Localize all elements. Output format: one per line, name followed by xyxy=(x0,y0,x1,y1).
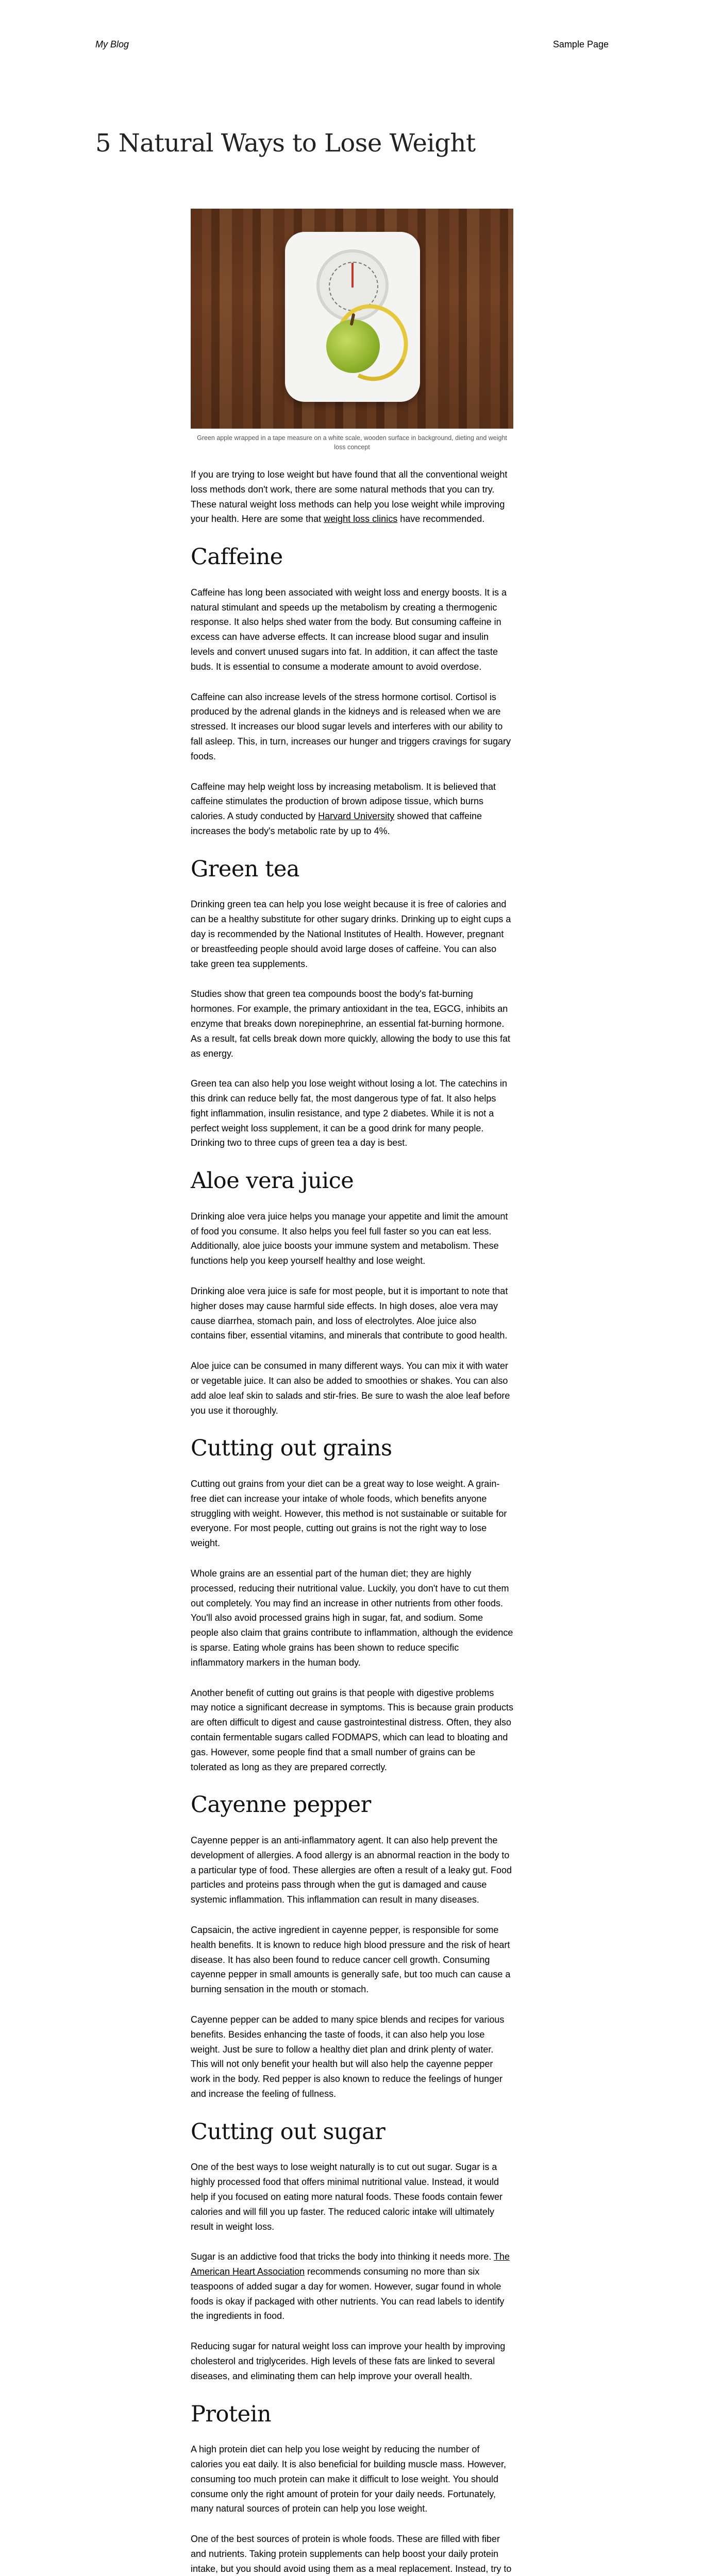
heading-cayenne-pepper: Cayenne pepper xyxy=(191,1792,371,1818)
paragraph: Caffeine may help weight loss by increasing metabolism. It is believed that caffeine stimulates the production of brown adipose tissue, which burns calories. A study conducted by Harvard University showed that caffeine increases the body's metabolic rate by up to 4%. xyxy=(191,781,496,836)
apple-graphic xyxy=(326,319,380,373)
paragraph: Drinking aloe vera juice helps you manage your appetite and limit the amount of food you consume. It also helps you feel full faster so you can eat less. Additionally, aloe juice boosts your immune system and metabolism. These functions help you keep yourself healthy and lose weight. xyxy=(191,1211,508,1266)
nav-item-sample-page[interactable]: Sample Page xyxy=(552,39,609,49)
heading-aloe-vera: Aloe vera juice xyxy=(191,1168,354,1194)
post-content xyxy=(191,209,513,2576)
paragraph: Cutting out grains from your diet can be a great way to lose weight. A grain-free diet can increase your intake of whole foods, which benefits anyone struggling with weight. However, this method is not sustainable or suitable for everyone. For most people, cutting out grains is not the right way to lose weight. xyxy=(191,1479,507,1549)
paragraph: Green tea can also help you lose weight without losing a lot. The catechins in this drink can reduce belly fat, the most dangerous type of fat. It also helps fight inflammation, insulin resistance, and type 2 diabetes. While it is not a perfect weight loss supplement, it can be a good drink for many people. Drinking two to three cups of green tea a day is best. xyxy=(191,1078,508,1148)
paragraph: Cayenne pepper is an anti-inflammatory agent. It can also help prevent the development of allergies. A food allergy is an abnormal reaction in the body to a particular type of food. These allergies are often a result of a leaky gut. Food particles and proteins pass through when the gut is damaged and cause systemic inflammation. This inflammation can result in many diseases. xyxy=(191,1835,512,1905)
paragraph: Drinking aloe vera juice is safe for most people, but it is important to note that higher doses may cause harmful side effects. In high doses, aloe vera may cause diarrhea, stomach pain, and loss of electrolytes. Aloe juice also contains fiber, essential vitamins, and minerals that contribute to good health. xyxy=(191,1286,508,1341)
paragraph: Whole grains are an essential part of the human diet; they are highly processed, reducing their nutritional value. Luckily, you don't have to cut them out completely. You may find an increase in other nutrients from other foods. You'll also avoid processed grains high in sugar, fat, and sodium. Some people also claim that grains contribute to inflammation, although the evidence is sparse. Eating whole grains has been shown to reduce specific inflammatory markers in the human body. xyxy=(191,1568,513,1668)
paragraph: Another benefit of cutting out grains is that people with digestive problems may notice a significant decrease in symptoms. This is because grain products are often difficult to digest and cause gastrointestinal distress. Often, they also contain fermentable sugars called FODMAPS, which can lead to bloating and gas. However, some people find that a small number of grains can be tolerated as long as they are prepared correctly. xyxy=(191,1687,513,1772)
harvard-link[interactable]: Harvard University xyxy=(318,811,395,822)
paragraph: Sugar is an addictive food that tricks the body into thinking it needs more. The American Heart Association recommends consuming no more than six teaspoons of added sugar a day for women. However, sugar found in whole foods is okay if packaged with other nutrients. You can read labels to identify the ingredients in food. xyxy=(191,2251,510,2321)
intro-paragraph: If you are trying to lose weight but have found that all the conventional weight loss methods don't work, there are some natural methods that you can try. These natural weight loss methods can help you lose weight while improving your health. Here are some that weight loss clinics have recommended. xyxy=(191,469,508,524)
weight-loss-clinics-link[interactable]: weight loss clinics xyxy=(324,514,398,524)
american-heart-association-link[interactable]: The American Heart Association xyxy=(191,2251,510,2277)
article-body xyxy=(191,467,513,2576)
paragraph: Caffeine has long been associated with weight loss and energy boosts. It is a natural stimulant and speeds up the metabolism by creating a thermogenic response. It also helps shed water from the body. But consuming caffeine in excess can have adverse effects. It can increase blood sugar and insulin levels and convert unused sugars into fat. In addition, it can affect the taste buds. It is essential to consume a moderate amount to avoid overdose. xyxy=(191,587,507,672)
heading-caffeine: Caffeine xyxy=(191,544,283,570)
site-header xyxy=(0,0,704,82)
paragraph: Studies show that green tea compounds boost the body's fat-burning hormones. For example, the primary antioxidant in the tea, EGCG, inhibits an enzyme that breaks down norepinephrine, an essential fat-burning hormone. As a result, fat cells break down more quickly, allowing the body to use this fat as energy. xyxy=(191,989,510,1059)
heading-cutting-out-sugar: Cutting out sugar xyxy=(191,2119,385,2145)
paragraph: Reducing sugar for natural weight loss can improve your health by improving cholesterol and triglycerides. High levels of these fats are linked to several diseases, and eliminating them can help improve your overall health. xyxy=(191,2341,506,2381)
paragraph: Capsaicin, the active ingredient in cayenne pepper, is responsible for some health benefits. It is known to reduce high blood pressure and the risk of heart disease. It has also been found to reduce cancer cell growth. Consuming cayenne pepper in small amounts is generally safe, but too much can cause a burning sensation in the mouth or stomach. xyxy=(191,1924,511,1995)
paragraph: A high protein diet can help you lose weight by reducing the number of calories you eat daily. It is also beneficial for building muscle mass. However, consuming too much protein can make it difficult to lose weight. You should consume only the right amount of protein for your daily needs. Fortunately, many natural sources of protein can help you lose weight. xyxy=(191,2444,506,2514)
paragraph: Aloe juice can be consumed in many different ways. You can mix it with water or vegetable juice. It can also be added to smoothies or shakes. You can also add aloe leaf skin to salads and stir-fries. Be sure to wash the aloe leaf before you use it thoroughly. xyxy=(191,1361,510,1416)
paragraph: Drinking green tea can help you lose weight because it is free of calories and can be a healthy substitute for other sugary drinks. Drinking up to eight cups a day is recommended by the National Institutes of Health. However, pregnant or breastfeeding people should avoid large doses of caffeine. You can also take green tea supplements. xyxy=(191,899,511,969)
heading-green-tea: Green tea xyxy=(191,856,300,882)
paragraph: One of the best ways to lose weight naturally is to cut out sugar. Sugar is a highly processed food that offers minimal nutritional value. Instead, it would help if you focused on eating more natural foods. These foods contain fewer calories and will fill you up faster. The reduced caloric intake will ultimately result in weight loss. xyxy=(191,2162,503,2232)
hero-photo xyxy=(191,209,513,429)
heading-protein: Protein xyxy=(191,2401,272,2427)
post-title: 5 Natural Ways to Lose Weight xyxy=(95,129,476,158)
image-caption: Green apple wrapped in a tape measure on a white scale, wooden surface in background, dieting and weight loss concept xyxy=(197,434,507,451)
paragraph: Cayenne pepper can be added to many spice blends and recipes for various benefits. Besides enhancing the taste of foods, it can also help you lose weight. Just be sure to follow a healthy diet plan and drink plenty of water. This will not only benefit your health but will also help the cayenne pepper work in the body. Red pepper is also known to reduce the feelings of hunger and increase the feeling of fullness. xyxy=(191,2014,505,2099)
heading-cutting-out-grains: Cutting out grains xyxy=(191,1435,392,1462)
paragraph: Caffeine can also increase levels of the stress hormone cortisol. Cortisol is produced by the adrenal glands in the kidneys and is released when we are stressed. It increases our blood sugar levels and interferes with our ability to fall asleep. This, in turn, increases our hunger and triggers cravings for sugary foods. xyxy=(191,691,511,761)
site-title-link[interactable]: My Blog xyxy=(95,39,129,49)
scale-graphic xyxy=(285,232,420,402)
paragraph: One of the best sources of protein is whole foods. These are filled with fiber and nutrients. Taking protein supplements can help boost your daily protein intake, but you should avoid using them as a meal replacement. Instead, try to xyxy=(191,2534,512,2574)
featured-image xyxy=(191,209,513,452)
